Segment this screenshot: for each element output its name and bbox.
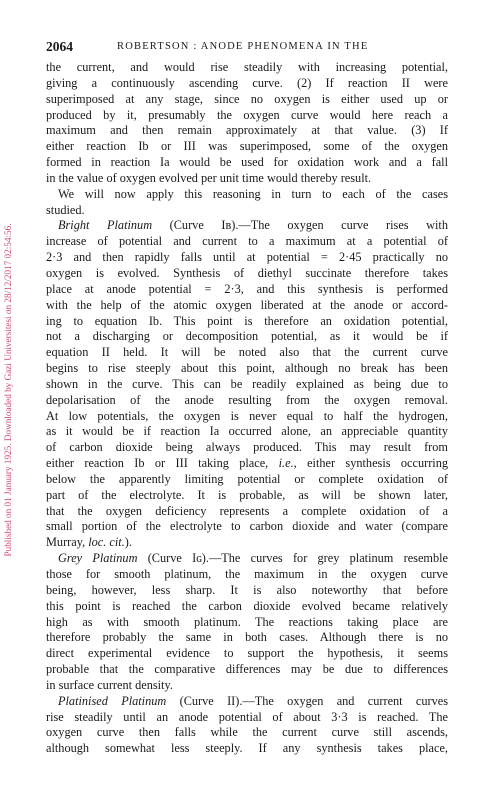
text-run: oxygen curve then falls while the current curve still ascends, <box>46 725 448 740</box>
text-run: shown in the curve. This can be readily explained as being due to <box>46 376 448 391</box>
text-run: ). <box>124 535 132 550</box>
text-run: formed in reaction Ia would be used for oxidation work and a fall <box>46 155 448 170</box>
italic-run: loc. cit. <box>88 535 125 550</box>
download-watermark-text: Published on 01 January 1925. Downloaded by Gazi Universitesi on 28/12/2017 02:54:56. <box>3 223 13 557</box>
text-line <box>46 504 448 520</box>
text-line <box>46 583 448 599</box>
text-run: increase of potential and current to a maximum at a potential of <box>46 234 448 249</box>
text-run: the current, and would rise steadily with increasing potential, <box>46 60 448 74</box>
text-line <box>46 329 448 345</box>
text-line <box>46 171 448 187</box>
text-run: either reaction Ib or III taking place, <box>46 456 279 471</box>
text-line <box>46 440 448 456</box>
text-run: 2·3 and then rapidly falls until at potential = 2·45 practically no <box>46 250 448 265</box>
text-run: part of the electrolyte. It is probable, as will be shown later, <box>46 487 448 502</box>
text-line <box>46 615 448 631</box>
text-line <box>46 108 448 124</box>
text-line <box>46 314 448 330</box>
text-run: (Curve Iʙ).—The oxygen curve rises with <box>152 218 448 233</box>
text-line <box>46 234 448 250</box>
text-line <box>46 567 448 583</box>
text-line <box>46 646 448 662</box>
text-line <box>46 282 448 298</box>
text-run: that the oxygen deficiency represents a complete oxidation of a <box>46 503 448 518</box>
text-line <box>46 123 448 139</box>
italic-run: Grey Platinum <box>58 551 138 566</box>
page-number: 2064 <box>46 39 73 54</box>
text-run: maximum and then remain approximately at that value. (3) If <box>46 123 448 138</box>
text-line <box>46 409 448 425</box>
text-run: therefore probably the same in both cases. Although there is no <box>46 630 448 645</box>
text-run: in the value of oxygen evolved per unit time would thereby result. <box>46 170 372 185</box>
text-line <box>46 361 448 377</box>
text-run: of carbon dioxide being always produced. This may result from <box>46 440 448 455</box>
text-run: direct experimental evidence to support the hypothesis, it seems <box>46 646 448 661</box>
text-line <box>46 250 448 266</box>
text-run: those for smooth platinum, the maximum in the oxygen curve <box>46 567 448 581</box>
text-line <box>46 472 448 488</box>
text-line <box>46 535 448 551</box>
text-line <box>46 60 448 76</box>
running-head: ROBERTSON : ANODE PHENOMENA IN THE <box>117 41 369 52</box>
text-run: oxygen is evolved. Synthesis of diethyl succinate therefore takes <box>46 265 448 280</box>
text-run: ing to equation Ib. This point is therefore an oxidation potential, <box>46 313 448 328</box>
text-run: depolarisation of the anode resulting from the oxygen removal. <box>46 392 448 407</box>
text-run: place at anode potential = 2·3, and this synthesis is performed <box>46 281 448 296</box>
italic-run: i.e. <box>278 456 294 471</box>
text-line <box>46 139 448 155</box>
text-run: either reaction Ib or III was superimposed, some of the oxygen <box>46 139 448 154</box>
text-line <box>46 187 448 203</box>
text-run: being, however, less sharp. It is also noteworthy that before <box>46 582 448 597</box>
text-run: Murray, <box>46 535 89 550</box>
text-run: , either synthesis occurring <box>293 456 448 471</box>
text-run: giving a continuously ascending curve. (2) If reaction II were <box>46 75 448 90</box>
text-run: probable that the comparative differences may be due to differences <box>46 662 448 677</box>
text-line <box>46 203 448 219</box>
text-line <box>46 488 448 504</box>
text-line <box>46 678 448 694</box>
text-run: not a discharging or decomposition potential, as it would be if <box>46 329 448 344</box>
text-line <box>46 599 448 615</box>
text-run: rise steadily until an anode potential of about 3·3 is reached. The <box>46 709 448 724</box>
italic-run: Bright Platinum <box>58 218 153 233</box>
text-line <box>46 630 448 646</box>
text-line <box>46 551 448 567</box>
text-run: studied. <box>46 202 85 217</box>
text-run: equation II held. It will be noted also that the current curve <box>46 345 448 360</box>
text-line <box>46 266 448 282</box>
text-line <box>46 377 448 393</box>
text-line <box>46 694 448 710</box>
text-run: this point is reached the carbon dioxide evolved became relatively <box>46 598 448 613</box>
text-run: with the help of the atomic oxygen liberated at the anode or accord- <box>46 297 448 312</box>
text-run: although somewhat less steeply. If any synthesis takes place, <box>46 741 448 756</box>
text-line <box>46 741 448 757</box>
text-run: superimposed at any stage, since no oxygen is either used up or <box>46 91 448 106</box>
text-run: We will now apply this reasoning in turn to each of the cases <box>58 186 448 201</box>
italic-run: Platinised Platinum <box>58 693 167 708</box>
text-line <box>46 725 448 741</box>
text-run: begins to rise steeply about this point, although no break has been <box>46 361 448 376</box>
text-run: (Curve Iɢ).—The curves for grey platinum resemble <box>137 551 448 566</box>
text-run: produced by it, presumably the oxygen curve would here reach a <box>46 107 448 122</box>
text-run: high as with smooth platinum. The reactions taking place are <box>46 614 448 629</box>
text-line <box>46 345 448 361</box>
text-line <box>46 456 448 472</box>
text-run: in surface current density. <box>46 677 173 692</box>
text-run: as it would be if reaction Ia occurred alone, an appreciable quantity <box>46 424 448 439</box>
text-line <box>46 218 448 234</box>
text-line <box>46 393 448 409</box>
text-run: At low potentials, the oxygen is never equal to half the hydrogen, <box>46 408 448 423</box>
text-line <box>46 710 448 726</box>
text-run: below the apparently limiting potential or complete oxidation of <box>46 471 448 486</box>
text-line <box>46 155 448 171</box>
text-line <box>46 76 448 92</box>
text-line <box>46 92 448 108</box>
article-body <box>46 60 448 757</box>
text-run: small portion of the electrolyte to carbon dioxide and water (compare <box>46 519 448 534</box>
download-watermark <box>3 92 13 688</box>
text-line <box>46 662 448 678</box>
text-line <box>46 519 448 535</box>
text-line <box>46 424 448 440</box>
text-line <box>46 298 448 314</box>
text-run: (Curve II).—The oxygen and current curves <box>166 693 448 708</box>
